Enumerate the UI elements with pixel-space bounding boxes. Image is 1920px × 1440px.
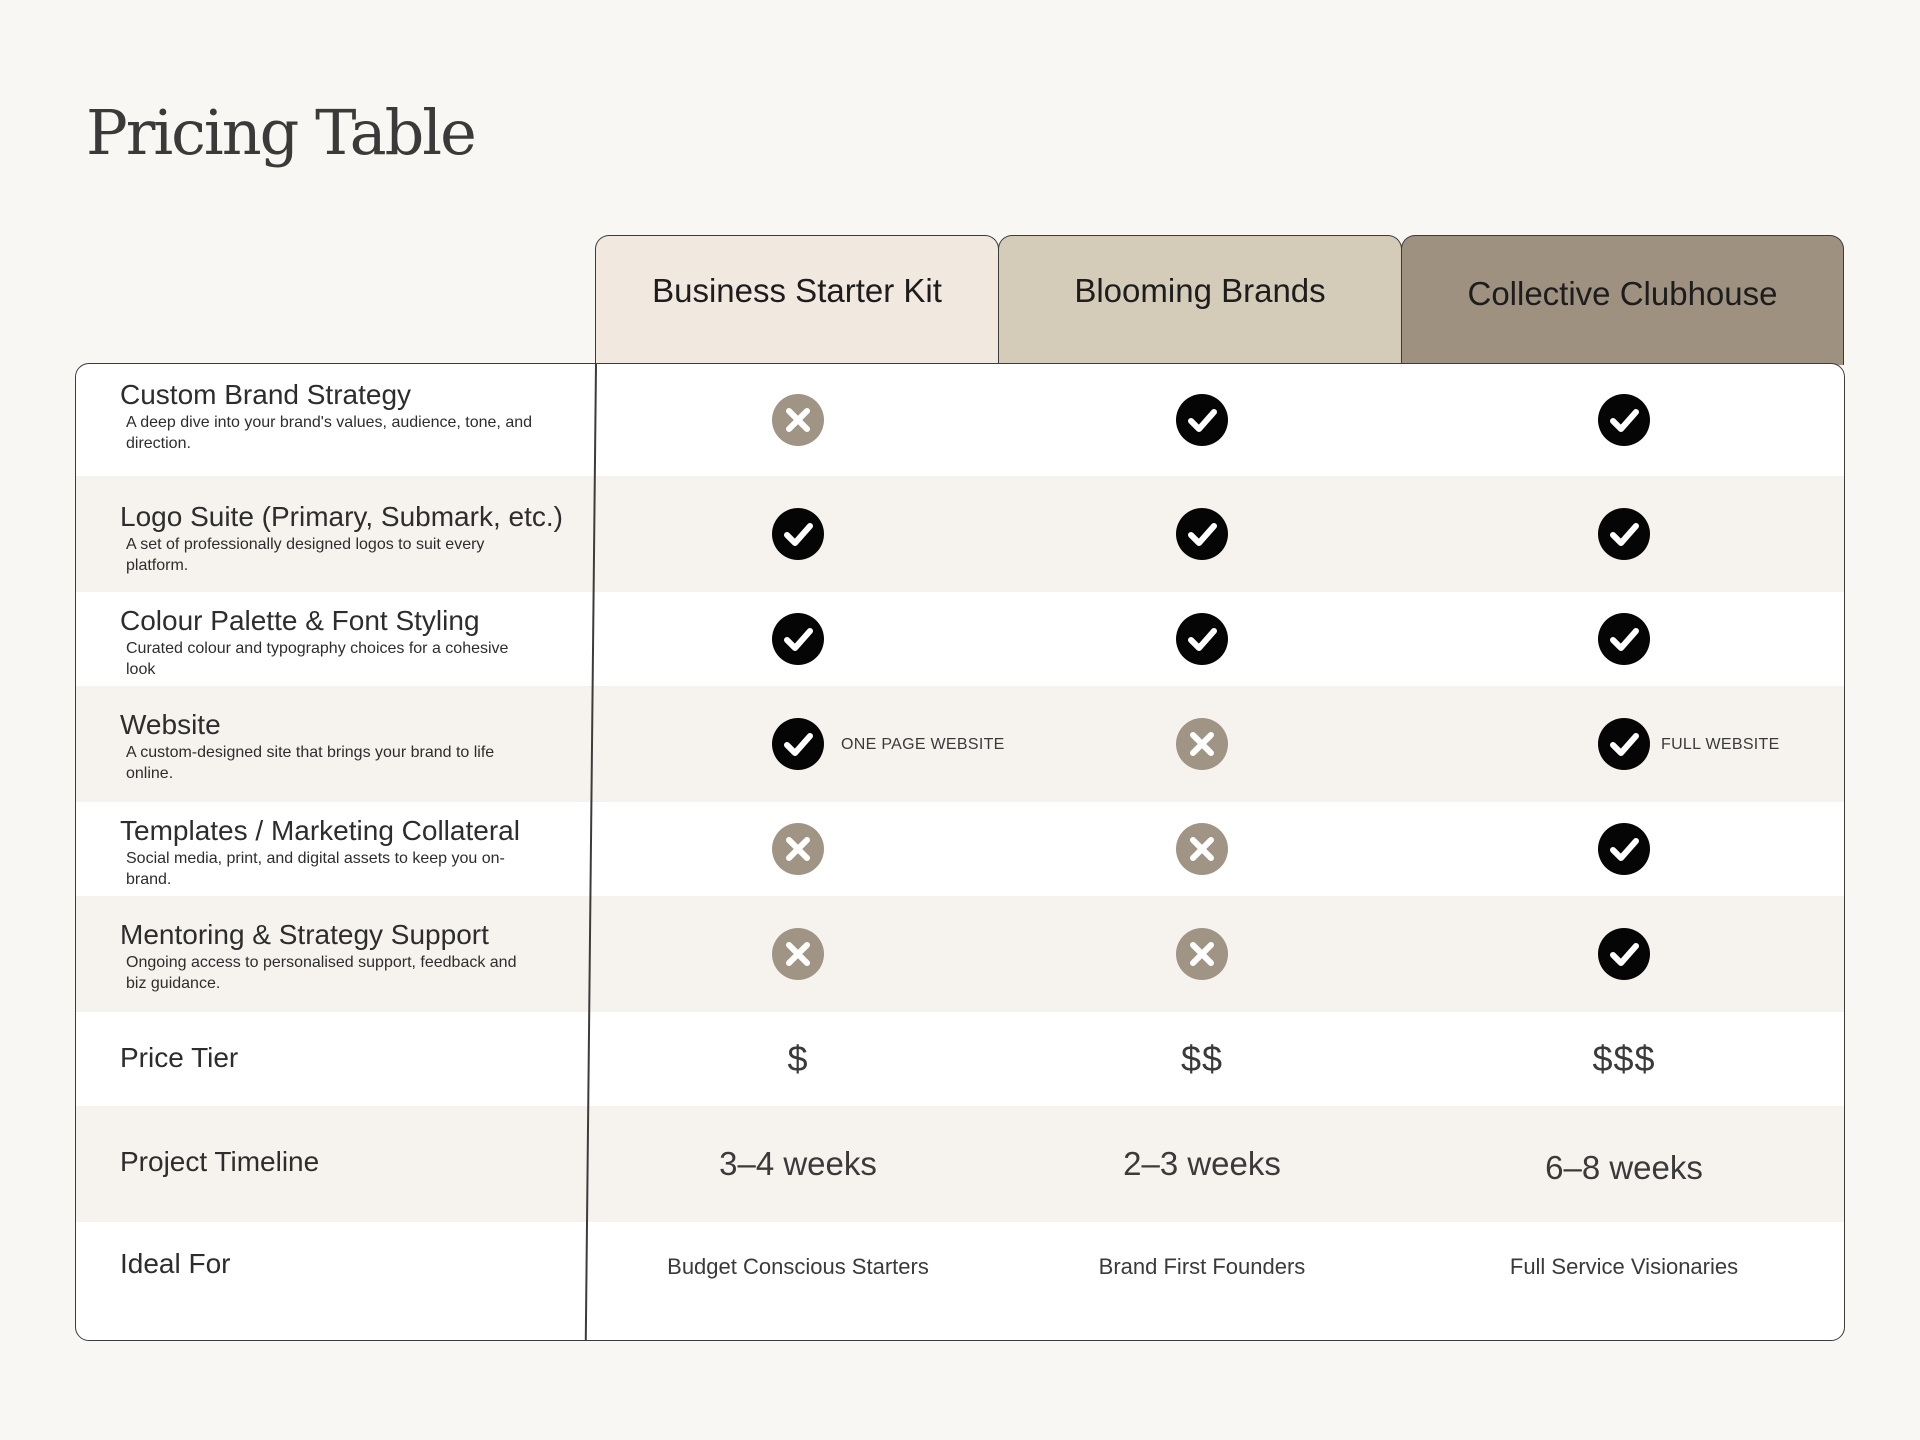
feature-description: A deep dive into your brand's values, audience, tone, and direction. — [126, 414, 533, 452]
timeline-value: 2–3 weeks — [1123, 1145, 1281, 1182]
timeline-cell — [1000, 1106, 1404, 1222]
feature-value-cell — [1404, 896, 1844, 1012]
feature-value-cell — [596, 802, 1000, 896]
feature-value-cell — [1000, 686, 1404, 802]
feature-description: A custom-designed site that brings your brand to life online. — [126, 744, 495, 782]
plan-header-business-starter-kit — [595, 235, 999, 365]
feature-description: A set of professionally designed logos to suit every platform. — [126, 536, 485, 574]
feature-description: Ongoing access to personalised support, feedback and biz guidance. — [126, 954, 517, 992]
feature-cell — [120, 378, 590, 454]
table-row-website — [76, 686, 1844, 802]
table-row-logo-suite — [76, 476, 1844, 592]
plan-header-label: Blooming Brands — [1074, 271, 1326, 309]
feature-cell — [120, 500, 590, 576]
feature-value-cell — [1000, 364, 1404, 476]
feature-value-cell — [1000, 476, 1404, 592]
price-cell — [1404, 1012, 1844, 1106]
feature-name: Logo Suite (Primary, Submark, etc.) — [120, 501, 563, 532]
table-row-ideal-for — [76, 1222, 1844, 1341]
feature-name: Templates / Marketing Collateral — [120, 815, 520, 846]
check-icon — [1176, 508, 1228, 560]
price-value: $$$ — [1592, 1038, 1656, 1079]
plan-header-blooming-brands — [998, 235, 1402, 365]
feature-value-cell — [1000, 896, 1404, 1012]
check-icon — [1598, 718, 1650, 770]
ideal-for-cell — [1404, 1222, 1844, 1312]
feature-description: Curated colour and typography choices for a cohesive look — [126, 640, 509, 678]
feature-cell — [120, 708, 590, 784]
feature-value-cell — [596, 896, 1000, 1012]
feature-name: Website — [120, 709, 221, 740]
check-icon — [1598, 613, 1650, 665]
cross-icon — [1176, 823, 1228, 875]
check-icon — [1176, 613, 1228, 665]
ideal-for-cell — [596, 1222, 1000, 1312]
ideal-for-cell — [1000, 1222, 1404, 1312]
check-icon — [772, 613, 824, 665]
price-cell — [1000, 1012, 1404, 1106]
timeline-cell — [596, 1106, 1000, 1222]
pricing-table — [75, 363, 1845, 1341]
feature-cell — [120, 814, 590, 890]
feature-value-cell — [1404, 802, 1844, 896]
table-row-price-tier — [76, 1012, 1844, 1106]
cross-icon — [1176, 928, 1228, 980]
feature-value-cell — [1000, 802, 1404, 896]
page-title: Pricing Table — [86, 96, 475, 169]
cross-icon — [772, 823, 824, 875]
feature-value-cell — [596, 364, 1000, 476]
feature-value-cell — [1000, 592, 1404, 686]
check-icon — [1598, 928, 1650, 980]
feature-name: Mentoring & Strategy Support — [120, 919, 489, 950]
table-row-project-timeline — [76, 1106, 1844, 1222]
check-icon — [1598, 508, 1650, 560]
feature-value-cell — [1404, 592, 1844, 686]
feature-description: Social media, print, and digital assets to keep you on-brand. — [126, 850, 505, 888]
cross-icon — [772, 394, 824, 446]
check-icon — [1176, 394, 1228, 446]
project-timeline-label: Project Timeline — [120, 1146, 320, 1177]
feature-value-cell — [596, 592, 1000, 686]
ideal-for-value: Full Service Visionaries — [1509, 1254, 1739, 1279]
table-row-colour-palette — [76, 592, 1844, 686]
feature-name: Custom Brand Strategy — [120, 379, 412, 410]
timeline-cell — [1404, 1106, 1844, 1222]
feature-value-cell — [596, 476, 1000, 592]
check-icon — [1598, 823, 1650, 875]
feature-name: Colour Palette & Font Styling — [120, 605, 480, 636]
timeline-value: 6–8 weeks — [1545, 1149, 1703, 1186]
feature-value-cell — [1404, 364, 1844, 476]
check-icon — [772, 718, 824, 770]
cross-icon — [772, 928, 824, 980]
price-value: $$ — [1180, 1038, 1224, 1079]
plan-header-collective-clubhouse — [1401, 235, 1844, 365]
ideal-for-value: Brand First Founders — [1098, 1254, 1306, 1279]
feature-cell — [120, 918, 590, 994]
one-page-website-note: ONE PAGE WEBSITE — [841, 736, 1005, 753]
ideal-for-value: Budget Conscious Starters — [667, 1254, 929, 1279]
feature-cell — [120, 604, 590, 680]
check-icon — [772, 508, 824, 560]
feature-value-cell — [1404, 476, 1844, 592]
table-row-mentoring — [76, 896, 1844, 1012]
full-website-note: FULL WEBSITE — [1661, 736, 1780, 753]
ideal-for-label: Ideal For — [120, 1248, 231, 1279]
cross-icon — [1176, 718, 1228, 770]
check-icon — [1598, 394, 1650, 446]
plan-header-label: Collective Clubhouse — [1467, 274, 1778, 312]
price-tier-label: Price Tier — [120, 1042, 239, 1073]
timeline-value: 3–4 weeks — [719, 1145, 877, 1182]
price-value: $ — [787, 1038, 809, 1079]
price-cell — [596, 1012, 1000, 1106]
plan-header-label: Business Starter Kit — [652, 271, 942, 309]
table-row-templates — [76, 802, 1844, 896]
table-row-custom-brand-strategy — [76, 364, 1844, 476]
